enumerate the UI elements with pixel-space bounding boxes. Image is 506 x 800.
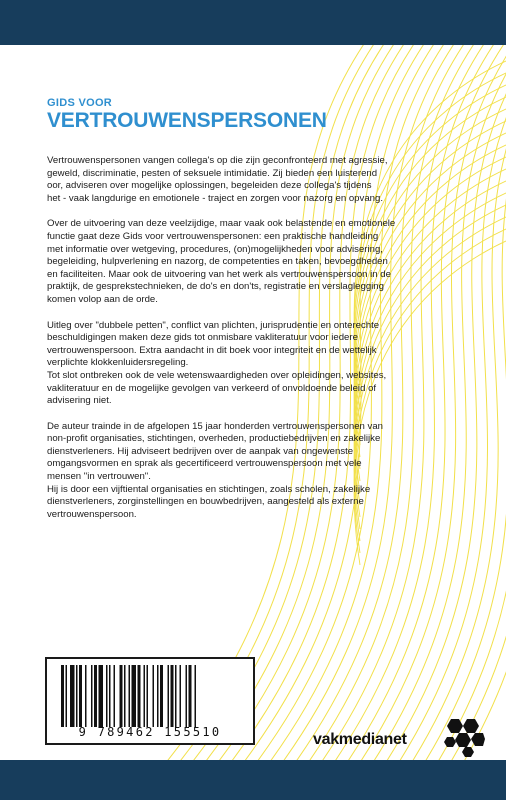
barcode-bar <box>160 665 163 727</box>
isbn-digits: 9 789462 155510 <box>78 725 222 739</box>
barcode-bar <box>85 665 87 727</box>
heading-subtitle: GIDS VOOR <box>47 97 113 109</box>
blurb-paragraph-4: De auteur trainde in de afgelopen 15 jaar honderden vertrouwenspersonen van non-profit organisaties, stichtingen, overheden, productiebedrijven en zakelijke dienstverleners. Hij adviseert bedrijven over de aanpak van ongewenste omgangsvormen en sprak als gecertificeerd vertrouwenspersoon met vele mensen "in vertrouwen". Hij is door een vijftiental organisaties en stichtingen, zoals scholen, zakelijke dienstverleners, zorginstellingen en bouwbedrijven, aangesteld als externe vertrouwenspersoon. <box>47 420 384 520</box>
barcode-bar <box>94 665 97 727</box>
top-band <box>0 0 506 45</box>
barcode-bar <box>99 665 104 727</box>
barcode-bar <box>120 665 123 727</box>
heading <box>47 97 327 133</box>
barcode-bar <box>79 665 82 727</box>
barcode-bar <box>171 665 174 727</box>
publisher-name: vakmedianet <box>313 731 407 748</box>
barcode-bar <box>138 665 141 727</box>
barcode-bar <box>66 665 68 727</box>
blurb <box>47 155 452 534</box>
blurb-paragraph-3: Uitleg over "dubbele petten", conflict van plichten, jurisprudentie en onterechte beschuldigingen maken deze gids tot onmisbare vakliteratuur voor iedere vertrouwenspersoon. Extra aandacht in dit boek voor integriteit en de wettelijk verplichte klokkenluidersregeling. Tot slot ontbreken ook de vele wetenswaardigheden over opleidingen, websites, vakliteratuur en de mogelijke gevolgen van verkeerd of onvoldoende beleid of advisering niet. <box>47 319 387 407</box>
barcode-bar <box>76 665 78 727</box>
barcode-bar <box>153 665 155 727</box>
barcode-bar <box>61 665 64 727</box>
barcode-bar <box>70 665 75 727</box>
barcode-bar <box>109 665 111 727</box>
barcode-bar <box>175 665 177 727</box>
barcode-bars <box>59 665 241 727</box>
barcode <box>45 657 255 745</box>
barcode-bar <box>168 665 170 727</box>
blurb-paragraph-2: Over de uitvoering van deze veelzijdige, maar vaak ook belastende en emotionele functie gaat deze Gids voor vertrouwenspersonen: een praktische handleiding met informatie over wetgeving, procedures, (on)mogelijkheden voor advisering, begeleiding, hulpverlening en nazorg, de competenties en taken, bevoegdheden en faciliteiten. Maar ook de uitvoering van het werk als vertrouwenspersoon in de praktijk, de gesprekstechnieken, de do's en don'ts, registratie en verslaglegging komen volop aan de orde. <box>47 218 396 305</box>
barcode-bar <box>186 665 188 727</box>
hexagon-cluster-icon <box>441 717 485 757</box>
barcode-bar <box>180 665 182 727</box>
barcode-bar <box>114 665 116 727</box>
barcode-bar <box>189 665 192 727</box>
barcode-bar <box>129 665 131 727</box>
barcode-bar <box>132 665 137 727</box>
barcode-bar <box>91 665 93 727</box>
bottom-band <box>0 760 506 800</box>
barcode-bar <box>106 665 108 727</box>
barcode-bar <box>147 665 149 727</box>
barcode-bar <box>144 665 146 727</box>
blurb-paragraph-1: Vertrouwenspersonen vangen collega's op die zijn geconfronteerd met agressie, geweld, discriminatie, pesten of seksuele intimidatie. Zij bieden een luisterend oor, adviseren over mogelijke oplossingen, begeleiden deze collega's tijdens het - vaak langdurige en emotionele - traject en zorgen voor nazorg en opvang. <box>47 155 388 204</box>
barcode-bar <box>157 665 159 727</box>
barcode-bar <box>195 665 197 727</box>
heading-title: VERTROUWENSPERSONEN <box>47 109 327 132</box>
barcode-bar <box>124 665 126 727</box>
